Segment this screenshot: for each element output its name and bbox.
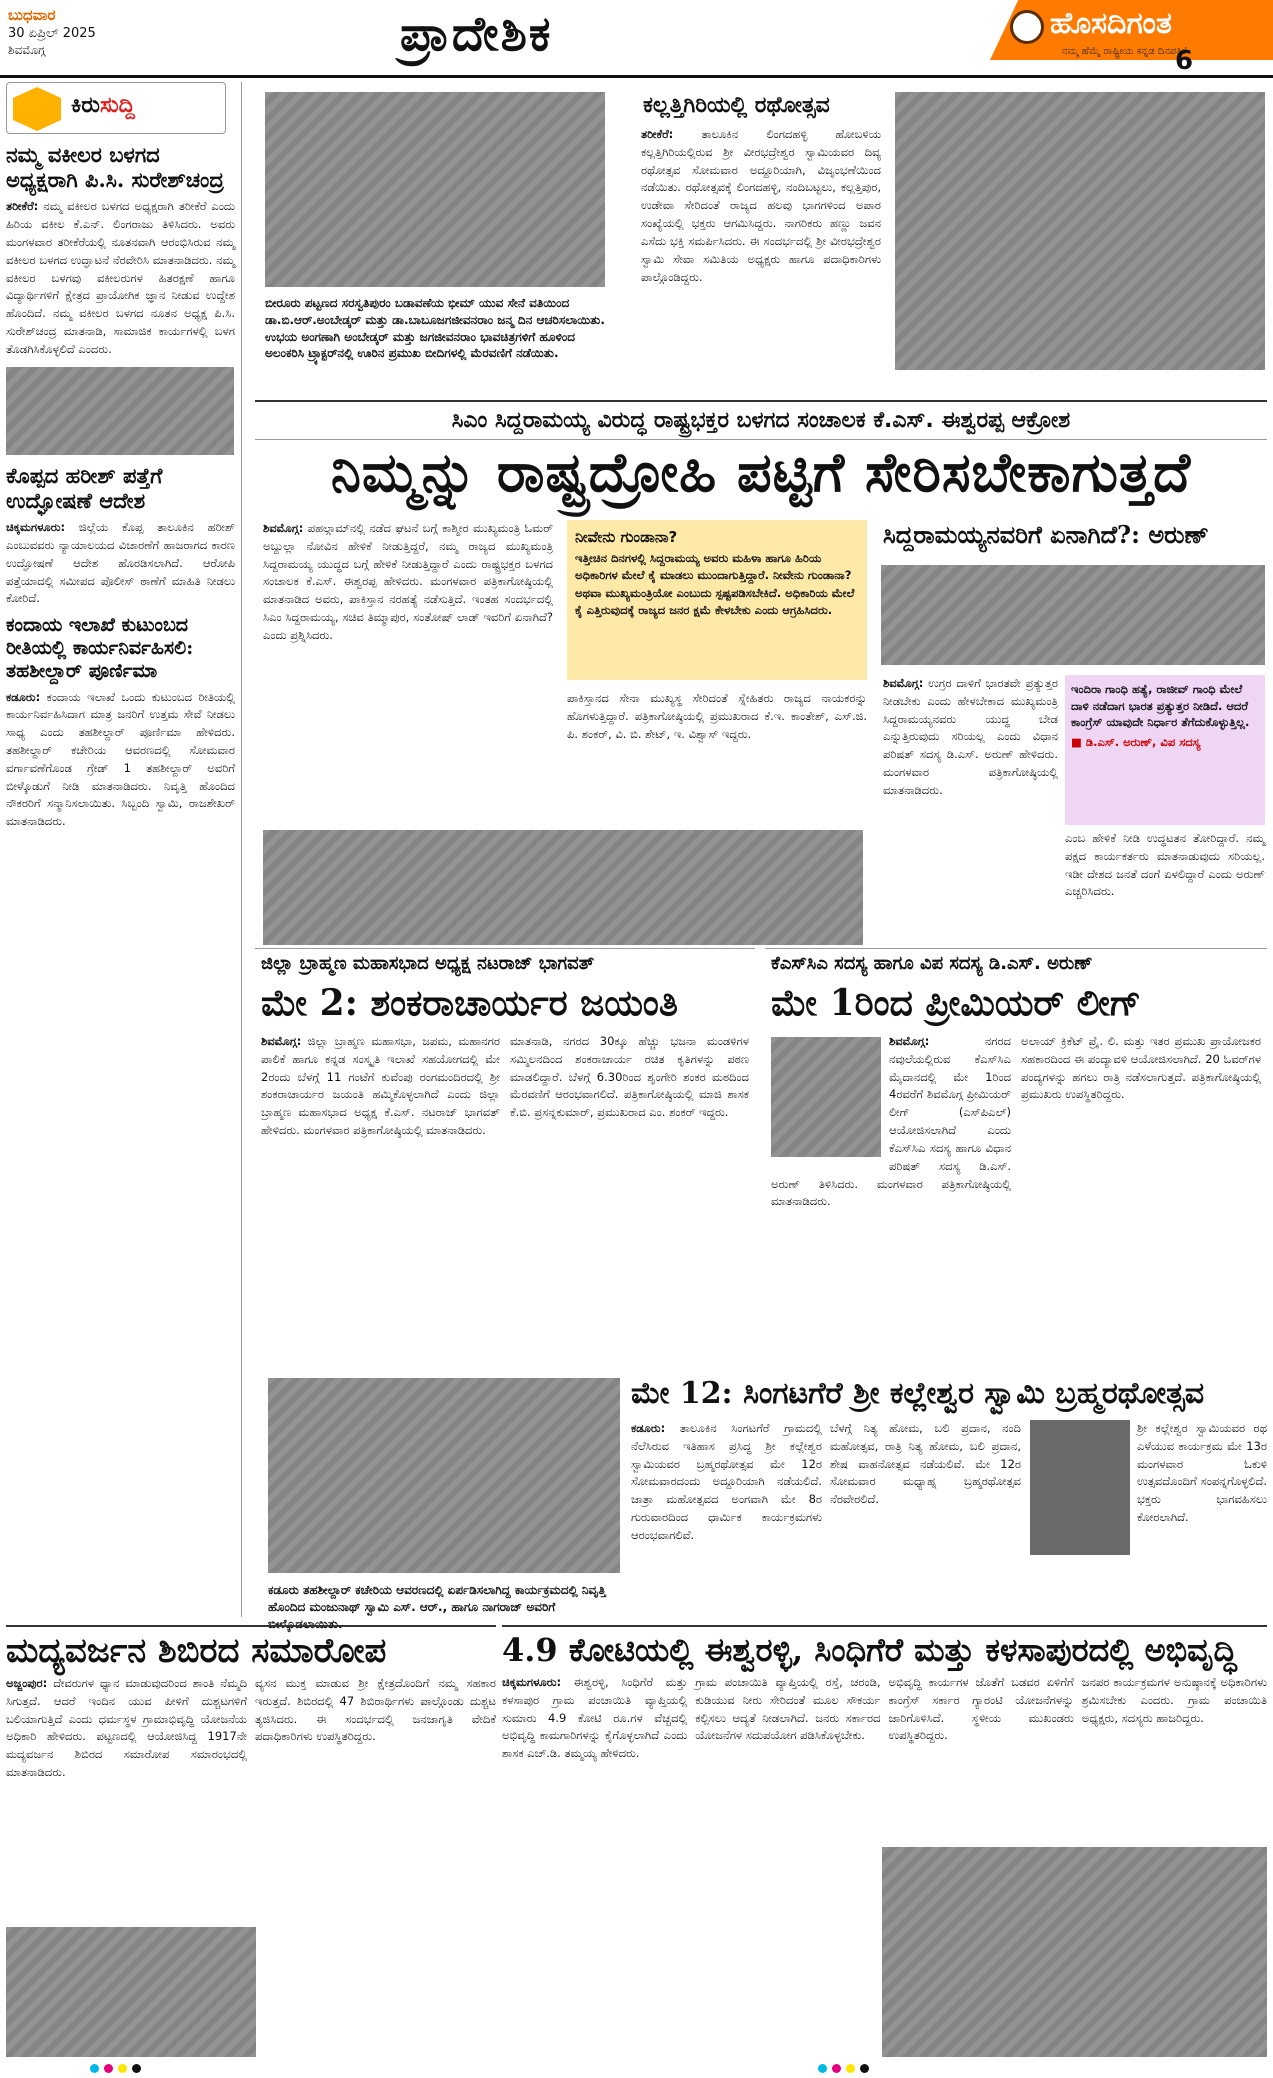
story-columns	[765, 1029, 1267, 1215]
story-body: ಗ್ರಾಮ ಪಂಚಾಯಿತಿ ವ್ಯಾಪ್ತಿಯಲ್ಲಿ ರಸ್ತೆ, ಚರಂಡಿ, ಕುಡಿಯುವ ನೀರು ಸೇರಿದಂತೆ ಮೂಲ ಸೌಕರ್ಯ ಕಲ್ಪಿಸಲು ಆದ್ಯತೆ ನೀಡಲಾಗಿದೆ. ಜನರು ಸರ್ಕಾರದ ಯೋಜನೆಗಳ ಸದುಪಯೋಗ ಪಡಿಸಿಕೊಳ್ಳಬೇಕು.	[695, 1675, 881, 1743]
cyan-dot	[90, 2064, 99, 2073]
date: 30 ಏಪ್ರಿಲ್ 2025	[8, 26, 96, 41]
story-headline: ಮದ್ಯವರ್ಜನ ಶಿಬಿರದ ಸಮಾರೋಪ	[6, 1631, 387, 1671]
logo-icon	[1010, 10, 1044, 44]
quote-text: ಇಂದಿರಾ ಗಾಂಧಿ ಹತ್ಯೆ, ರಾಜೀವ್ ಗಾಂಧಿ ಮೇಲೆ ದಾಳಿ ನಡೆದಾಗ ಭಾರತ ಪ್ರತ್ಯುತ್ತರ ನೀಡಿದೆ. ಆದರೆ ಕಾಂಗ್ರೆಸ್ ಯಾವುದೇ ನಿರ್ಧಾರ ತೆಗೆದುಕೊಳ್ಳುತ್ತಿಲ್ಲ.	[1071, 682, 1250, 730]
left-column	[6, 82, 242, 1617]
magenta-dot	[832, 2064, 841, 2073]
story-headline: ಮೇ 12: ಸಿಂಗಟಗೆರೆ ಶ್ರೀ ಕಲ್ಲೇಶ್ವರ ಸ್ವಾಮಿ ಬ್ರಹ್ಮರಥೋತ್ಸವ	[631, 1376, 1205, 1411]
story-body: ಪಾಕಿಸ್ತಾನದ ಸೇನಾ ಮುಖ್ಯಸ್ಥ ಸೇರಿದಂತೆ ಸ್ನೇಹಿತರು ರಾಜ್ಯದ ನಾಯಕರನ್ನು ಹೊಗಳುತ್ತಿದ್ದಾರೆ. ಪತ್ರಿಕಾಗೋಷ್ಠಿಯಲ್ಲಿ ಪ್ರಮುಖರಾದ ಕೆ.ಇ. ಕಾಂತೇಶ್, ಎಸ್.ಜಿ. ಪಿ. ಶಂಕರ್, ವಿ. ಬಿ. ಶೇಟ್, ಇ. ವಿಶ್ವಾಸ್ ಇದ್ದರು.	[567, 691, 867, 741]
press-meet-photo	[881, 565, 1265, 665]
story-columns	[502, 1674, 1267, 1763]
madyavarjana-story	[6, 1625, 496, 2065]
city: ಶಿವಮೊಗ್ಗ	[8, 43, 46, 57]
deity-photo	[1030, 1420, 1130, 1555]
story-body: ವ್ಯಸನ ಮುಕ್ತ ಮಾಡುವ ಶ್ರೀ ಕ್ಷೇತ್ರದೊಂದಿಗೆ ನಮ್ಮ ಸಹಕಾರ ಇರುತ್ತದೆ. ಶಿಬಿರದಲ್ಲಿ 47 ಶಿಬಿರಾರ್ಥಿಗಳು ಪಾಲ್ಗೊಂಡು ದುಶ್ಚಟ ತ್ಯಜಿಸಿದರು. ಈ ಸಂದರ್ಭದಲ್ಲಿ ಜನಜಾಗೃತಿ ವೇದಿಕೆ ಪದಾಧಿಕಾರಿಗಳು ಉಪಸ್ಥಿತರಿದ್ದರು.	[255, 1676, 496, 1744]
black-dot	[860, 2064, 869, 2073]
story-headline: ಕೊಪ್ಪದ ಹರೀಶ್ ಪತ್ತೆಗೆ ಉದ್ಘೋಷಣೆ ಆದೇಶ	[6, 462, 163, 513]
chariot-photo	[895, 92, 1265, 370]
photo-caption: ಕಡೂರು ತಹಶೀಲ್ದಾರ್ ಕಚೇರಿಯ ಆವರಣದಲ್ಲಿ ಏರ್ಪಡಿಸಲಾಗಿದ್ದ ಕಾರ್ಯಕ್ರಮದಲ್ಲಿ ನಿವೃತ್ತಿ ಹೊಂದಿದ ಮಂಜುನಾಥ್ ಸ್ವಾಮಿ ಎಸ್. ಆರ್., ಹಾಗೂ ನಾಗರಾಜ್ ಅವರಿಗೆ ಬೀಳ್ಕೊಡಲಾಯಿತು.	[268, 1583, 606, 1631]
section-title: ಪ್ರಾದೇಶಿಕ	[400, 6, 553, 62]
dateline-box	[8, 6, 198, 68]
story-body: ಅಭಿವೃದ್ಧಿ ಕಾರ್ಯಗಳ ಜೊತೆಗೆ ಬಡವರ ಏಳಿಗೆಗೆ ಕಾಂಗ್ರೆಸ್ ಸರ್ಕಾರ ಗ್ಯಾರಂಟಿ ಯೋಜನೆಗಳನ್ನು ಜಾರಿಗೊಳಿಸಿದೆ. ಸ್ಥಳೀಯ ಮುಖಂಡರು ಉಪಸ್ಥಿತರಿದ್ದರು.	[888, 1675, 1074, 1743]
story-body: ಮಾತನಾಡಿ, ನಗರದ 30ಕ್ಕೂ ಹೆಚ್ಚು ಭಜನಾ ಮಂಡಳಿಗಳ ಸಮ್ಮಿಲನದಿಂದ ಶಂಕರಾಚಾರ್ಯ ರಚಿತ ಕೃತಿಗಳನ್ನು ಪಠಣ ಮಾಡಲಿದ್ದಾರೆ. ಬೆಳಗ್ಗೆ 6.30ರಿಂದ ಶೃಂಗೇರಿ ಶಂಕರ ಮಠದಿಂದ ಮೆರವಣಿಗೆ ಆರಂಭವಾಗಲಿದೆ. ಪತ್ರಿಕಾಗೋಷ್ಠಿಯಲ್ಲಿ ಮಾಜಿ ಶಾಸಕ ಕೆ.ಬಿ. ಪ್ರಸನ್ನಕುಮಾರ್, ಪ್ರಮುಖರಾದ ಎಂ. ಶಂಕರ್ ಇದ್ದರು.	[510, 1034, 749, 1120]
kalleshwara-story	[625, 1372, 1267, 1622]
lead-headline: ನಿಮ್ಮನ್ನು ರಾಷ್ಟ್ರದ್ರೋಹಿ ಪಟ್ಟಿಗೆ ಸೇರಿಸಬೇಕಾಗುತ್ತದೆ	[330, 440, 1192, 504]
story-body: ಕಡೂರು: ತಾಲೂಕಿನ ಸಿಂಗಟಗೆರೆ ಗ್ರಾಮದಲ್ಲಿ ನೆಲೆಸಿರುವ ಇತಿಹಾಸ ಪ್ರಸಿದ್ಧ ಶ್ರೀ ಕಲ್ಲೇಶ್ವರ ಸ್ವಾಮಿಯವರ ಬ್ರಹ್ಮರಥೋತ್ಸವ ಮೇ 12ರ ಸೋಮವಾರದಂದು ಅದ್ದೂರಿಯಾಗಿ ನಡೆಯಲಿದೆ. ಜಾತ್ರಾ ಮಹೋತ್ಸವದ ಅಂಗವಾಗಿ ಮೇ 8ರ ಗುರುವಾರದಿಂದ ಧಾರ್ಮಿಕ ಕಾರ್ಯಕ್ರಮಗಳು ಆರಂಭವಾಗಲಿವೆ.	[631, 1421, 822, 1542]
story-body: ಶಿವಮೊಗ್ಗ: ಪಹಲ್ಗಾಮ್‌ನಲ್ಲಿ ನಡೆದ ಘಟನೆ ಬಗ್ಗೆ ಕಾಶ್ಮೀರ ಮುಖ್ಯಮಂತ್ರಿ ಓಮರ್ ಅಬ್ದುಲ್ಲಾ ನೋವಿನ ಹೇಳಿಕೆ ನೀಡುತ್ತಿದ್ದರೆ, ನಮ್ಮ ರಾಜ್ಯದ ಮುಖ್ಯಮಂತ್ರಿ ಸಿದ್ದರಾಮಯ್ಯ ಯುದ್ಧದ ಬಗ್ಗೆ ಹೇಳಿಕೆ ನೀಡುತ್ತಿದ್ದಾರೆ ಎಂದು ರಾಷ್ಟ್ರಭಕ್ತರ ಬಳಗದ ಸಂಚಾಲಕ ಕೆ.ಎಸ್. ಈಶ್ವರಪ್ಪ ಹೇಳಿದರು. ಮಂಗಳವಾರ ಪತ್ರಿಕಾಗೋಷ್ಠಿಯಲ್ಲಿ ಮಾತನಾಡಿದ ಅವರು, ಪಾಕಿಸ್ತಾನ ನರಹತ್ಯೆ ನಡೆಸುತ್ತಿದೆ. ಇಂತಹ ಸಂದರ್ಭದಲ್ಲಿ ಸಿಎಂ ಸಿದ್ದರಾಮಯ್ಯ, ಸಚಿವ ತಿಮ್ಮಾಪುರ, ಸಂತೋಷ್ ಲಾಡ್ ಇವರಿಗೆ ಏನಾಗಿದೆ? ಎಂದು ಪ್ರಶ್ನಿಸಿದರು.	[263, 521, 554, 642]
press-meet-photo	[263, 830, 863, 945]
kiru-suddi-banner	[6, 82, 226, 134]
story-body: ಜನಪರ ಕಾರ್ಯಕ್ರಮಗಳ ಅನುಷ್ಠಾನಕ್ಕೆ ಅಧಿಕಾರಿಗಳು ಶ್ರಮಿಸಬೇಕು ಎಂದರು. ಗ್ರಾಮ ಪಂಚಾಯಿತಿ ಅಧ್ಯಕ್ಷರು, ಸದಸ್ಯರು ಹಾಜರಿದ್ದರು.	[1081, 1675, 1267, 1725]
page-number: 6	[1175, 46, 1194, 76]
hand-icon	[13, 87, 61, 131]
farewell-photo	[268, 1378, 620, 1573]
story-body: ಚಿಕ್ಕಮಗಳೂರು: ಈಶ್ವರಳ್ಳಿ, ಸಿಂಧಿಗೆರೆ ಮತ್ತು ಕಳಸಾಪುರ ಗ್ರಾಮ ಪಂಚಾಯಿತಿ ವ್ಯಾಪ್ತಿಯಲ್ಲಿ ಸುಮಾರು 4.9 ಕೋಟಿ ರೂ.ಗಳ ವೆಚ್ಚದಲ್ಲಿ ಅಭಿವೃದ್ಧಿ ಕಾಮಗಾರಿಗಳನ್ನು ಕೈಗೊಳ್ಳಲಾಗಿದೆ ಎಂದು ಶಾಸಕ ಎಚ್.ಡಿ. ತಮ್ಮಯ್ಯ ಹೇಳಿದರು.	[502, 1675, 688, 1761]
procession-photo	[265, 92, 605, 287]
story-headline: ಕಲ್ಲತ್ತಿಗಿರಿಯಲ್ಲಿ ರಥೋತ್ಸವ	[643, 92, 830, 118]
yellow-dot	[118, 2064, 127, 2073]
yellow-dot	[846, 2064, 855, 2073]
paper-name: ಹೊಸದಿಗಂತ	[1050, 6, 1172, 41]
highlight-title: ನೀವೇನು ಗುಂಡಾನಾ?	[575, 528, 678, 546]
event-photo	[882, 1847, 1267, 2057]
story-headline: ಮೇ 1ರಿಂದ ಪ್ರೀಮಿಯರ್ ಲೀಗ್	[771, 982, 1142, 1024]
story-kicker: ಕೆಎಸ್‌ಸಿಎ ಸದಸ್ಯ ಹಾಗೂ ವಿಪ ಸದಸ್ಯ ಡಿ.ಎಸ್. ಅರುಣ್	[765, 948, 1267, 978]
kiru-suddi-label: ಕಿರುಸುದ್ದಿ	[71, 93, 135, 118]
shankara-story	[255, 948, 755, 1368]
camp-photo	[6, 1927, 256, 2057]
story-headline: ನಮ್ಮ ವಕೀಲರ ಬಳಗದ ಅಧ್ಯಕ್ಷರಾಗಿ ಪಿ.ಸಿ. ಸುರೇಶ್‌ಚಂದ್ರ	[6, 142, 224, 193]
black-dot	[132, 2064, 141, 2073]
magenta-dot	[104, 2064, 113, 2073]
lead-story	[255, 400, 1267, 950]
story-body: ತರೀಕೆರೆ: ನಮ್ಮ ವಕೀಲರ ಬಳಗದ ಅಧ್ಯಕ್ಷರಾಗಿ ತರೀಕೆರೆ ಎಂದು ಹಿರಿಯ ವಕೀಲ ಕೆ.ಎನ್. ಲಿಂಗರಾಜು ತಿಳಿಸಿದರು. ಅವರು ಮಂಗಳವಾರ ತರೀಕೆರೆಯಲ್ಲಿ ನೂತನವಾಗಿ ಆರಂಭಿಸಿರುವ ನಮ್ಮ ವಕೀಲರ ಬಳಗದ ಉದ್ಘಾಟನೆ ನೆರವೇರಿಸಿ ಮಾತನಾಡಿದರು. ನಮ್ಮ ವಕೀಲರ ಬಳಗವು ವಕೀಲರುಗಳ ಹಿತರಕ್ಷಣೆ ಹಾಗೂ ವಿದ್ಯಾರ್ಥಿಗಳಿಗೆ ಕ್ಷೇತ್ರದ ಪ್ರಾಯೋಗಿಕ ಜ್ಞಾನ ನೀಡುವ ಉದ್ದೇಶ ಹೊಂದಿದೆ. ನಮ್ಮ ವಕೀಲರ ಬಳಗದ ನೂತನ ಅಧ್ಯಕ್ಷ ಪಿ.ಸಿ. ಸುರೇಶ್‌ಚಂದ್ರ ಮಾತನಾಡಿ, ಸಾಮಾಜಿಕ ಕಾರ್ಯಗಳಲ್ಲಿ ಬಳಗ ತೊಡಗಿಸಿಕೊಳ್ಳಲಿದೆ ಎಂದರು.	[6, 199, 235, 356]
premier-league-story	[765, 948, 1267, 1368]
story-body: ಶಿವಮೊಗ್ಗ: ನಗರದ ನವುಲೆಯಲ್ಲಿರುವ ಕೆಎಸ್‌ಸಿಎ ಮೈದಾನದಲ್ಲಿ ಮೇ 1ರಿಂದ 4ರವರೆಗೆ ಶಿವಮೊಗ್ಗ ಪ್ರೀಮಿಯರ್ ಲೀಗ್ (ಎಸ್‌ಪಿಎಲ್) ಆಯೋಜಿಸಲಾಗಿದೆ ಎಂದು ಕೆಎಸ್‌ಸಿಎ ಸದಸ್ಯ ಹಾಗೂ ವಿಧಾನ ಪರಿಷತ್ ಸದಸ್ಯ ಡಿ.ಎಸ್. ಅರುಣ್ ತಿಳಿಸಿದರು. ಮಂಗಳವಾರ ಪತ್ರಿಕಾಗೋಷ್ಠಿಯಲ್ಲಿ ಮಾತನಾಡಿದರು.	[771, 1034, 1011, 1209]
story-headline: ಕಂದಾಯ ಇಲಾಖೆ ಕುಟುಂಬದ ರೀತಿಯಲ್ಲಿ ಕಾರ್ಯನಿರ್ವಹಿಸಲಿ: ತಹಶೀಲ್ದಾರ್ ಪೂರ್ಣಿಮಾ	[6, 614, 194, 682]
story-body: ಬೆಳಗ್ಗೆ ನಿತ್ಯ ಹೋಮ, ಬಲಿ ಪ್ರದಾನ, ನಂದಿ ಮಹೋತ್ಸವ, ರಾತ್ರಿ ನಿತ್ಯ ಹೋಮ, ಬಲಿ ಪ್ರದಾನ, ಶೇಷ ವಾಹನೋತ್ಸವ ನಡೆಯಲಿವೆ. ಮೇ 12ರ ಸೋಮವಾರ ಮಧ್ಯಾಹ್ನ ಬ್ರಹ್ಮರಥೋತ್ಸವ ನೆರವೇರಲಿದೆ.	[830, 1421, 1021, 1507]
cyan-dot	[818, 2064, 827, 2073]
masthead	[0, 0, 1273, 78]
story-body: ಅಜ್ಜಂಪುರ: ದೇವರುಗಳ ಧ್ಯಾನ ಮಾಡುವುದರಿಂದ ಶಾಂತಿ ನೆಮ್ಮದಿ ಸಿಗುತ್ತದೆ. ಆದರೆ ಇಂದಿನ ಯುವ ಪೀಳಿಗೆ ದುಶ್ಚಟಗಳಿಗೆ ಬಲಿಯಾಗುತ್ತಿದೆ ಎಂದು ಧರ್ಮಸ್ಥಳ ಗ್ರಾಮಾಭಿವೃದ್ಧಿ ಯೋಜನೆಯ ಅಧಿಕಾರಿ ಹೇಳಿದರು. ಪಟ್ಟಣದಲ್ಲಿ ಆಯೋಜಿಸಿದ್ದ 1917ನೇ ಮದ್ಯವರ್ಜನ ಶಿಬಿರದ ಸಮಾರೋಪ ಸಮಾರಂಭದಲ್ಲಿ ಮಾತನಾಡಿದರು.	[6, 1676, 248, 1780]
development-story	[502, 1625, 1267, 2065]
story-body: ತರೀಕೆರೆ: ತಾಲೂಕಿನ ಲಿಂಗದಹಳ್ಳಿ ಹೋಬಳಿಯ ಕಲ್ಲತ್ತಿಗಿರಿಯಲ್ಲಿರುವ ಶ್ರೀ ವೀರಭದ್ರೇಶ್ವರ ಸ್ವಾಮಿಯವರ ದಿವ್ಯ ರಥೋತ್ಸವ ಸೋಮವಾರ ಅದ್ದೂರಿಯಾಗಿ, ವಿಜೃಂಭಣೆಯಿಂದ ನಡೆಯಿತು. ರಥೋತ್ಸವಕ್ಕೆ ಲಿಂಗದಹಳ್ಳಿ, ನಂದಿಬಟ್ಟಲು, ಕಲ್ಲತ್ತಿಪುರ, ಉಡೇವಾ ಸೇರಿದಂತೆ ರಾಜ್ಯದ ಹಲವು ಭಾಗಗಳಿಂದ ಅಪಾರ ಸಂಖ್ಯೆಯಲ್ಲಿ ಭಕ್ತರು ಆಗಮಿಸಿದ್ದರು. ನಾಗರಿಕರು ಹಣ್ಣು ಜವನ ಎಸೆದು ಭಕ್ತಿ ಸಮರ್ಪಿಸಿದರು. ಈ ಸಂದರ್ಭದಲ್ಲಿ ಶ್ರೀ ವೀರಭದ್ರೇಶ್ವರ ಸ್ವಾಮಿ ಸೇವಾ ಸಮಿತಿಯ ಅಧ್ಯಕ್ಷರು ಹಾಗೂ ಪದಾಧಿಕಾರಿಗಳು ಪಾಲ್ಗೊಂಡಿದ್ದರು.	[641, 127, 882, 284]
story-photo	[6, 367, 234, 455]
story-kicker: ಜಿಲ್ಲಾ ಬ್ರಾಹ್ಮಣ ಮಹಾಸಭಾದ ಅಧ್ಯಕ್ಷ ನಟರಾಜ್ ಭಾಗವತ್	[255, 948, 755, 978]
registration-marks	[0, 2062, 1273, 2076]
weekday: ಬುಧವಾರ	[8, 6, 56, 24]
paper-tagline: ನಮ್ಮ ಹೆಮ್ಮೆ ರಾಷ್ಟ್ರೀಯ ಕನ್ನಡ ದಿನಪತ್ರಿಕೆ	[1062, 46, 1187, 57]
portrait-photo	[771, 1037, 881, 1157]
highlight-box	[567, 520, 867, 680]
story-columns	[6, 1675, 496, 1782]
highlight-body: ಇತ್ತೀಚಿನ ದಿನಗಳಲ್ಲಿ ಸಿದ್ದರಾಮಯ್ಯ ಅವರು ಮಹಿಳಾ ಹಾಗೂ ಹಿರಿಯ ಅಧಿಕಾರಿಗಳ ಮೇಲೆ ಕೈ ಮಾಡಲು ಮುಂದಾಗುತ್ತಿದ್ದಾರೆ. ನೀವೇನು ಗುಂಡಾನಾ? ಅಥವಾ ಮುಖ್ಯಮಂತ್ರಿಯೋ ಎಂಬುದು ಸ್ಪಷ್ಟಪಡಿಸಬೇಕಿದೆ. ಅಧಿಕಾರಿಯ ಮೇಲೆ ಕೈ ಎತ್ತಿರುವುದಕ್ಕೆ ರಾಜ್ಯದ ಜನರ ಕ್ಷಮೆ ಕೇಳಬೇಕು ಎಂದು ಆಗ್ರಹಿಸಿದರು.	[575, 551, 855, 617]
story-headline: ಮೇ 2: ಶಂಕರಾಚಾರ್ಯರ ಜಯಂತಿ	[261, 982, 678, 1024]
story-body: ಚಿಕ್ಕಮಗಳೂರು: ಜಿಲ್ಲೆಯ ಕೊಪ್ಪ ತಾಲೂಕಿನ ಹರೀಶ್ ಎಂಬುವವರು ನ್ಯಾಯಾಲಯದ ವಿಚಾರಣೆಗೆ ಹಾಜರಾಗದ ಕಾರಣ ಉದ್ಘೋಷಣೆ ಆದೇಶ ಹೊರಡಿಸಲಾಗಿದೆ. ಆರೋಪಿ ಪತ್ತೆಯಾದಲ್ಲಿ ಸಮೀಪದ ಪೊಲೀಸ್ ಠಾಣೆಗೆ ಮಾಹಿತಿ ನೀಡಲು ಕೋರಿದೆ.	[6, 520, 236, 606]
story-body: ಅಲಾಯ್ ಕ್ರಿಕೆಟ್ ಪ್ರೈ. ಲಿ. ಮತ್ತು ಇತರ ಪ್ರಮುಖ ಪ್ರಾಯೋಜಕರ ಸಹಕಾರದಿಂದ ಈ ಪಂದ್ಯಾವಳಿ ಆಯೋಜಿಸಲಾಗಿದೆ. 20 ಓವರ್‌ಗಳ ಪಂದ್ಯಗಳನ್ನು ಹಗಲು ರಾತ್ರಿ ನಡೆಸಲಾಗುತ್ತದೆ. ಪತ್ರಿಕಾಗೋಷ್ಠಿಯಲ್ಲಿ ಪ್ರಮುಖರು ಉಪಸ್ಥಿತರಿದ್ದರು.	[1021, 1034, 1261, 1102]
quote-attribution: ■ ಡಿ.ಎಸ್. ಅರುಣ್, ವಿಪ ಸದಸ್ಯ	[1071, 735, 1201, 750]
story-columns	[631, 1420, 1021, 1545]
story-body: ಕಡೂರು: ಕಂದಾಯ ಇಲಾಖೆ ಒಂದು ಕುಟುಂಬದ ರೀತಿಯಲ್ಲಿ ಕಾರ್ಯನಿರ್ವಹಿಸಿದಾಗ ಮಾತ್ರ ಜನರಿಗೆ ಉತ್ತಮ ಸೇವೆ ನೀಡಲು ಸಾಧ್ಯ ಎಂದು ತಹಶೀಲ್ದಾರ್ ಪೂರ್ಣಿಮಾ ಹೇಳಿದರು. ತಹಶೀಲ್ದಾರ್ ಕಚೇರಿಯ ಆವರಣದಲ್ಲಿ ಸೋಮವಾರ ವರ್ಗಾವಣೆಗೊಂಡ ಗ್ರೇಡ್ 1 ತಹಶೀಲ್ದಾರ್ ಅವರಿಗೆ ಬೀಳ್ಕೊಡುಗೆ ನೀಡಿ ಮಾತನಾಡಿದರು. ನಿವೃತ್ತಿ ಹೊಂದಿದ ನೌಕರರಿಗೆ ಸನ್ಮಾನಿಸಲಾಯಿತು. ಸಿಬ್ಬಂದಿ ಸ್ವಾಮಿ, ರಾಜಶೇಖರ್ ಮಾತನಾಡಿದರು.	[6, 689, 235, 829]
story-body: ಶಿವಮೊಗ್ಗ: ಉಗ್ರರ ದಾಳಿಗೆ ಭಾರತವೇ ಪ್ರತ್ಯುತ್ತರ ನೀಡಬೇಕು ಎಂದು ಹೇಳಬೇಕಾದ ಮುಖ್ಯಮಂತ್ರಿ ಸಿದ್ದರಾಮಯ್ಯನವರು ಯುದ್ಧ ಬೇಡ ಎನ್ನುತ್ತಿರುವುದು ಸರಿಯಲ್ಲ ಎಂದು ವಿಧಾನ ಪರಿಷತ್ ಸದಸ್ಯ ಡಿ.ಎಸ್. ಅರುಣ್ ಹೇಳಿದರು. ಮಂಗಳವಾರ ಪತ್ರಿಕಾಗೋಷ್ಠಿಯಲ್ಲಿ ಮಾತನಾಡಿದರು.	[883, 676, 1058, 797]
sub-headline: ಸಿದ್ದರಾಮಯ್ಯನವರಿಗೆ ಏನಾಗಿದೆ?: ಅರುಣ್	[883, 520, 1209, 549]
story-body: ಶ್ರೀ ಕಲ್ಲೇಶ್ವರ ಸ್ವಾಮಿಯವರ ರಥ ಎಳೆಯುವ ಕಾರ್ಯಕ್ರಮ ಮೇ 13ರ ಮಂಗಳವಾರ ಓಕುಳಿ ಉತ್ಸವದೊಂದಿಗೆ ಸಂಪನ್ನಗೊಳ್ಳಲಿದೆ. ಭಕ್ತರು ಭಾಗವಹಿಸಲು ಕೋರಲಾಗಿದೆ.	[1137, 1421, 1267, 1525]
quote-box	[1065, 675, 1265, 825]
story-columns	[255, 1029, 755, 1144]
photo-caption: ಬೀರೂರು ಪಟ್ಟಣದ ಸರಸ್ವತಿಪುರಂ ಬಡಾವಣೆಯ ಭೀಮ್ ಯುವ ಸೇನೆ ವತಿಯಿಂದ ಡಾ.ಬಿ.ಆರ್.ಅಂಬೇಡ್ಕರ್ ಮತ್ತು ಡಾ.ಬಾಬೂಜಗಜೀವನರಾಂ ಜನ್ಮ ದಿನ ಆಚರಿಸಲಾಯಿತು. ಉಭಯ ಅಂಗಣಾಗಿ ಅಂಬೇಡ್ಕರ್ ಮತ್ತು ಜಗಜೀವನರಾಂ ಭಾವಚಿತ್ರಗಳಿಗೆ ಹೂಳಿಂದ ಅಲಂಕರಿಸಿ ಟ್ರ್ಯಾಕ್ಟರ್‌ನಲ್ಲಿ ಊರಿನ ಪ್ರಮುಖ ಬೀದಿಗಳಲ್ಲಿ ಮೆರವಣಿಗೆ ನಡೆಯಿತು.	[265, 296, 605, 361]
story-body: ಶಿವಮೊಗ್ಗ: ಜಿಲ್ಲಾ ಬ್ರಾಹ್ಮಣ ಮಹಾಸಭಾ, ಜಪಮ, ಮಹಾನಗರ ಪಾಲಿಕೆ ಹಾಗೂ ಕನ್ನಡ ಸಂಸ್ಕೃತಿ ಇಲಾಖೆ ಸಹಯೋಗದಲ್ಲಿ ಮೇ 2ರಂದು ಬೆಳಗ್ಗೆ 11 ಗಂಟೆಗೆ ಕುವೆಂಪು ರಂಗಮಂದಿರದಲ್ಲಿ ಶ್ರೀ ಶಂಕರಾಚಾರ್ಯರ ಜಯಂತಿ ಹಮ್ಮಿಕೊಳ್ಳಲಾಗಿದೆ ಎಂದು ಜಿಲ್ಲಾ ಬ್ರಾಹ್ಮಣ ಮಹಾಸಭಾದ ಅಧ್ಯಕ್ಷ ಕೆ.ಎಸ್. ನಟರಾಜ್ ಭಾಗವತ್ ಹೇಳಿದರು. ಮಂಗಳವಾರ ಪತ್ರಿಕಾಗೋಷ್ಠಿಯಲ್ಲಿ ಮಾತನಾಡಿದರು.	[261, 1034, 500, 1138]
lead-kicker: ಸಿಎಂ ಸಿದ್ದರಾಮಯ್ಯ ವಿರುದ್ಧ ರಾಷ್ಟ್ರಭಕ್ತರ ಬಳಗದ ಸಂಚಾಲಕ ಕೆ.ಎಸ್. ಈಶ್ವರಪ್ಪ ಆಕ್ರೋಶ	[255, 400, 1267, 440]
story-headline: 4.9 ಕೋಟಿಯಲ್ಲಿ ಈಶ್ವರಳ್ಳಿ, ಸಿಂಧಿಗೆರೆ ಮತ್ತು ಕಳಸಾಪುರದಲ್ಲಿ ಅಭಿವೃದ್ಧಿ	[502, 1631, 1237, 1669]
story-body: ಎಂಬ ಹೇಳಿಕೆ ನೀಡಿ ಉದ್ಧಟತನ ತೋರಿದ್ದಾರೆ. ನಮ್ಮ ಪಕ್ಷದ ಕಾರ್ಯಕರ್ತರು ಮಾತನಾಡುವುದು ಸರಿಯಲ್ಲ. ಇಡೀ ದೇಶದ ಜನತೆ ದಂಗೆ ಏಳಲಿದ್ದಾರೆ ಎಂದು ಅರುಣ್ ಎಚ್ಚರಿಸಿದರು.	[1065, 831, 1265, 899]
rathotsava-story	[255, 86, 1267, 376]
